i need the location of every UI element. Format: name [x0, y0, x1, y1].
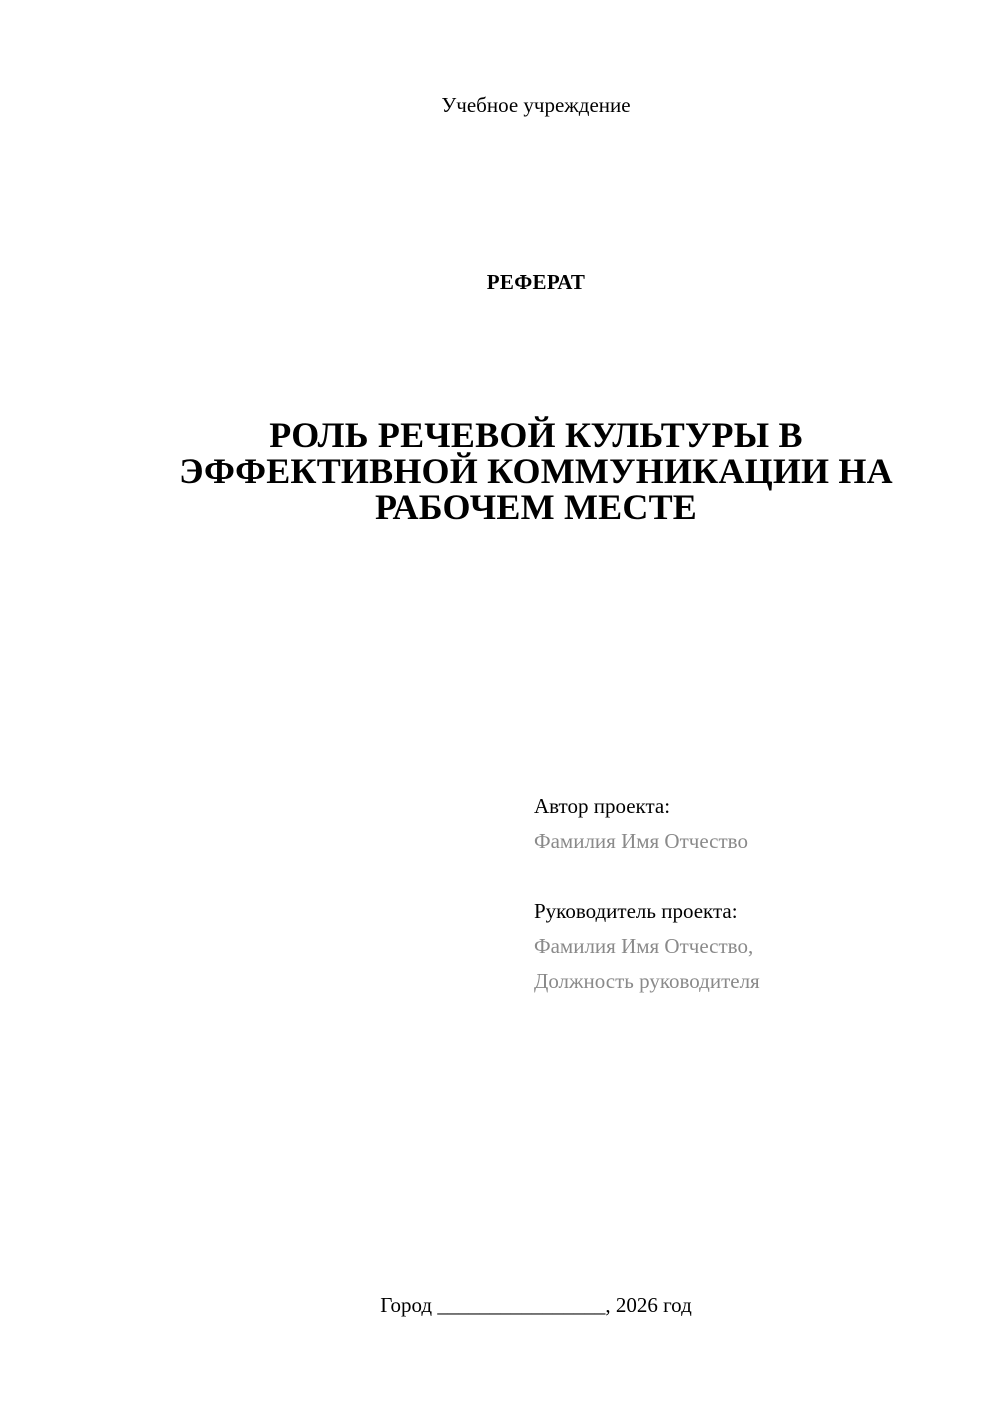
title-line-3: РАБОЧЕМ МЕСТЕ [374, 487, 698, 527]
info-spacer [534, 859, 974, 894]
author-label: Автор проекта: [534, 794, 671, 818]
title-line-1: РОЛЬ РЕЧЕВОЙ КУЛЬТУРЫ В [269, 415, 803, 455]
supervisor-position: Должность руководителя [534, 969, 760, 993]
city-year-footer: Город ________________, 2026 год [380, 1293, 692, 1317]
author-name: Фамилия Имя Отчество [534, 829, 748, 853]
document-type: РЕФЕРАТ [486, 270, 586, 294]
supervisor-label: Руководитель проекта: [534, 899, 738, 923]
title-line-2: ЭФФЕКТИВНОЙ КОММУНИКАЦИИ НА [179, 451, 893, 491]
project-info [534, 789, 974, 999]
institution-name: Учебное учреждение [441, 93, 631, 117]
supervisor-name: Фамилия Имя Отчество, [534, 934, 754, 958]
document-title [120, 417, 952, 525]
